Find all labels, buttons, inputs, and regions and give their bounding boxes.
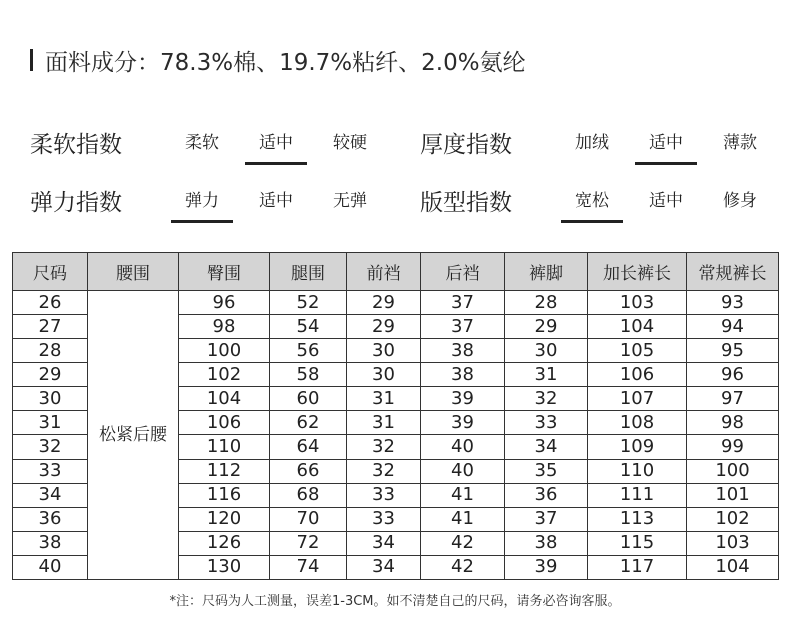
table-cell: 39: [421, 411, 505, 435]
table-cell: 107: [588, 387, 687, 411]
header-regular-length: 常规裤长: [687, 253, 779, 291]
table-cell: 32: [505, 387, 588, 411]
table-cell: 36: [13, 507, 88, 531]
table-cell: 100: [687, 459, 779, 483]
table-cell: 126: [179, 531, 270, 555]
header-leg-opening: 裤脚: [505, 253, 588, 291]
fit-option-slim: 修身: [723, 190, 757, 211]
table-cell: 32: [13, 435, 88, 459]
table-cell: 42: [421, 555, 505, 579]
header-back-rise: 后裆: [421, 253, 505, 291]
table-cell: 41: [421, 483, 505, 507]
table-cell: 95: [687, 339, 779, 363]
table-cell: 105: [588, 339, 687, 363]
size-chart-table: [12, 252, 779, 580]
table-cell: 70: [270, 507, 347, 531]
title-bar-divider: [30, 49, 33, 71]
table-cell: 93: [687, 291, 779, 315]
softness-option-medium-selected: 适中: [239, 128, 313, 157]
table-cell: 36: [505, 483, 588, 507]
table-cell: 31: [347, 387, 421, 411]
table-cell: 109: [588, 435, 687, 459]
table-cell: 100: [179, 339, 270, 363]
elasticity-option-none: 无弹: [333, 190, 367, 211]
table-cell: 111: [588, 483, 687, 507]
table-cell: 42: [421, 531, 505, 555]
table-cell: 26: [13, 291, 88, 315]
table-cell: 112: [179, 459, 270, 483]
table-cell: 108: [588, 411, 687, 435]
table-cell: 40: [421, 459, 505, 483]
table-cell: 41: [421, 507, 505, 531]
table-cell: 29: [347, 315, 421, 339]
header-thigh: 腿围: [270, 253, 347, 291]
table-cell: 102: [687, 507, 779, 531]
table-cell: 31: [505, 363, 588, 387]
table-cell: 34: [13, 483, 88, 507]
table-cell: 30: [13, 387, 88, 411]
index-title-thickness: 厚度指数: [420, 131, 512, 158]
table-cell: 37: [505, 507, 588, 531]
table-cell: 30: [347, 339, 421, 363]
table-cell: 72: [270, 531, 347, 555]
table-cell: 106: [179, 411, 270, 435]
table-cell: 113: [588, 507, 687, 531]
material-label: 面料成分：: [45, 49, 160, 76]
table-cell: 38: [505, 531, 588, 555]
table-cell: 117: [588, 555, 687, 579]
table-cell: 33: [13, 459, 88, 483]
header-waist: 腰围: [88, 253, 179, 291]
table-cell: 28: [505, 291, 588, 315]
table-cell: 106: [588, 363, 687, 387]
table-cell: 37: [421, 315, 505, 339]
material-composition: [30, 40, 526, 80]
header-front-rise: 前裆: [347, 253, 421, 291]
table-cell: 32: [347, 435, 421, 459]
table-cell: 110: [179, 435, 270, 459]
table-cell: 99: [687, 435, 779, 459]
table-cell: 35: [505, 459, 588, 483]
table-cell: 52: [270, 291, 347, 315]
table-cell: 31: [13, 411, 88, 435]
table-cell: 101: [687, 483, 779, 507]
table-cell: 34: [347, 555, 421, 579]
table-cell: 104: [687, 555, 779, 579]
index-thickness: [420, 122, 777, 162]
elasticity-option-stretch-selected: 弹力: [165, 186, 239, 215]
table-cell: 58: [270, 363, 347, 387]
table-cell: 103: [687, 531, 779, 555]
table-cell: 32: [347, 459, 421, 483]
index-softness: [30, 122, 387, 162]
table-cell: 30: [347, 363, 421, 387]
measurement-note: *注：尺码为人工测量，误差1-3CM。如不清楚自己的尺码，请务必咨询客服。: [169, 594, 621, 609]
table-cell: 33: [505, 411, 588, 435]
table-cell: 96: [179, 291, 270, 315]
table-row: [13, 291, 779, 315]
table-cell: 28: [13, 339, 88, 363]
table-cell: 29: [505, 315, 588, 339]
table-cell: 29: [347, 291, 421, 315]
table-cell: 96: [687, 363, 779, 387]
table-cell: 116: [179, 483, 270, 507]
table-cell: 54: [270, 315, 347, 339]
thickness-option-medium-selected: 适中: [629, 128, 703, 157]
header-hip: 臀围: [179, 253, 270, 291]
table-cell: 29: [13, 363, 88, 387]
header-size: 尺码: [13, 253, 88, 291]
table-cell: 34: [347, 531, 421, 555]
table-cell: 130: [179, 555, 270, 579]
softness-option-hard: 较硬: [333, 132, 367, 153]
table-cell: 68: [270, 483, 347, 507]
table-cell: 39: [421, 387, 505, 411]
table-cell: 97: [687, 387, 779, 411]
table-header-row: [13, 253, 779, 291]
index-title-elasticity: 弹力指数: [30, 189, 122, 216]
table-cell: 104: [179, 387, 270, 411]
table-cell: 40: [13, 555, 88, 579]
index-elasticity: [30, 180, 387, 220]
table-cell: 110: [588, 459, 687, 483]
header-long-length: 加长裤长: [588, 253, 687, 291]
waist-merged-cell: 松紧后腰: [88, 291, 179, 580]
thickness-option-fleece: 加绒: [575, 132, 609, 153]
table-cell: 104: [588, 315, 687, 339]
index-title-softness: 柔软指数: [30, 131, 122, 158]
table-cell: 64: [270, 435, 347, 459]
elasticity-option-medium: 适中: [259, 190, 293, 211]
table-cell: 120: [179, 507, 270, 531]
table-cell: 30: [505, 339, 588, 363]
table-cell: 62: [270, 411, 347, 435]
softness-option-soft: 柔软: [185, 132, 219, 153]
table-cell: 34: [505, 435, 588, 459]
index-title-fit: 版型指数: [420, 189, 512, 216]
table-cell: 37: [421, 291, 505, 315]
table-cell: 102: [179, 363, 270, 387]
table-cell: 115: [588, 531, 687, 555]
table-cell: 74: [270, 555, 347, 579]
table-cell: 98: [179, 315, 270, 339]
table-cell: 31: [347, 411, 421, 435]
table-cell: 56: [270, 339, 347, 363]
table-cell: 98: [687, 411, 779, 435]
table-cell: 94: [687, 315, 779, 339]
table-cell: 66: [270, 459, 347, 483]
table-cell: 38: [421, 339, 505, 363]
table-cell: 33: [347, 507, 421, 531]
table-cell: 27: [13, 315, 88, 339]
index-fit: [420, 180, 777, 220]
table-cell: 40: [421, 435, 505, 459]
thickness-option-thin: 薄款: [723, 132, 757, 153]
fit-option-regular: 适中: [649, 190, 683, 211]
table-cell: 38: [421, 363, 505, 387]
table-cell: 33: [347, 483, 421, 507]
table-cell: 38: [13, 531, 88, 555]
fit-option-loose-selected: 宽松: [555, 186, 629, 215]
material-value: 78.3%棉、19.7%粘纤、2.0%氨纶: [160, 49, 526, 76]
table-cell: 103: [588, 291, 687, 315]
table-cell: 39: [505, 555, 588, 579]
table-cell: 60: [270, 387, 347, 411]
